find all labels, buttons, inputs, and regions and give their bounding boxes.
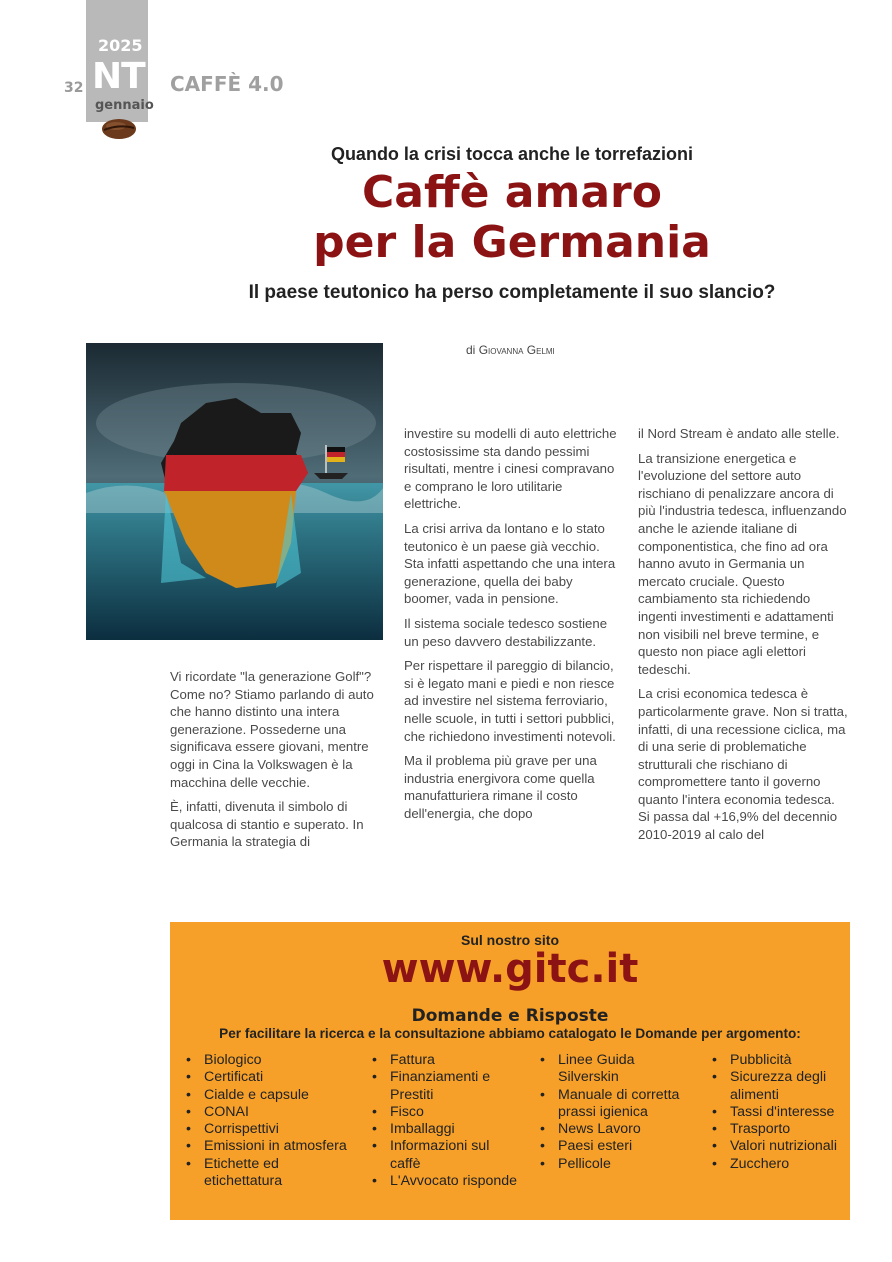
paragraph: Per rispettare il pareggio di bilancio, si è legato mani e piedi e non riesce ad investire nel sistema ferroviario, nelle scuole, in tutti i settori pubblici, che richiedono investimenti notevoli.: [404, 658, 616, 744]
topic-list-3: [538, 1052, 688, 1173]
topic-item[interactable]: • Informazioni sul caffè: [370, 1138, 520, 1173]
article-column-1: [170, 668, 382, 851]
author-name: Giovanna Gelmi: [478, 343, 555, 357]
topic-item[interactable]: • Sicurezza degli alimenti: [710, 1069, 840, 1104]
issue-month: gennaio: [95, 98, 154, 113]
topic-item[interactable]: • L'Avvocato risponde: [370, 1173, 520, 1190]
title-line-2: per la Germania: [313, 217, 711, 268]
promo-description: Per facilitare la ricerca e la consultazione abbiamo catalogato le Domande per argomento:: [219, 1026, 801, 1041]
topic-list-4: [710, 1052, 840, 1173]
topic-item[interactable]: • Trasporto: [710, 1121, 840, 1138]
topic-item[interactable]: • CONAI: [184, 1104, 354, 1121]
paragraph: Si passa dal +16,9% del decennio 2010-2019 al calo del: [638, 809, 838, 843]
topic-list-2: [370, 1052, 520, 1190]
website-link[interactable]: www.gitc.it: [381, 946, 639, 992]
topic-item[interactable]: • Fattura: [370, 1052, 520, 1069]
topic-item[interactable]: • Zucchero: [710, 1156, 840, 1173]
paragraph: Il sistema sociale tedesco sostiene un peso davvero destabilizzante.: [404, 615, 608, 649]
topic-list-1: [184, 1052, 354, 1190]
topic-item[interactable]: • Pellicole: [538, 1156, 688, 1173]
topic-item[interactable]: • Linee Guida Silverskin: [538, 1052, 688, 1087]
topic-item[interactable]: • Manuale di corretta prassi igienica: [538, 1087, 688, 1122]
article-title: [0, 168, 892, 268]
article-kicker: Quando la crisi tocca anche le torrefazioni: [330, 144, 694, 164]
article-column-2: [404, 425, 618, 822]
promo-intro: Sul nostro sito: [461, 932, 559, 948]
paragraph: È, infatti, divenuta il simbolo di qualcosa di stantio e superato. In Germania la strategia di: [170, 799, 364, 850]
website-promo-box: [170, 922, 850, 1220]
paragraph: investire su modelli di auto elettriche costosissime sta dando pessimi risultati, mentre i cinesi compravano e comprano le loro utilitarie elettriche.: [404, 426, 617, 512]
coffee-bean-icon: [100, 116, 138, 142]
topic-item[interactable]: • News Lavoro: [538, 1121, 688, 1138]
paragraph: La transizione energetica e l'evoluzione del settore auto rischiano di penalizzare ancora di più l'industria tedesca, influenzando anche le aziende italiane di componentistica, che fino ad ora hanno avuto in Germania un mercato cruciale. Questo cambiamento sta richiedendo ingenti investimenti e adattamenti non visibili nel breve termine, e questo non piace agli elettori tedeschi.: [638, 450, 847, 677]
topic-item[interactable]: • Cialde e capsule: [184, 1087, 354, 1104]
topic-item[interactable]: • Paesi esteri: [538, 1138, 688, 1155]
article-subtitle: Il paese teutonico ha perso completamente il suo slancio?: [248, 282, 776, 303]
section-title: CAFFÈ 4.0: [170, 72, 284, 96]
topic-item[interactable]: • Corrispettivi: [184, 1121, 354, 1138]
topic-item[interactable]: • Etichette ed etichettatura: [184, 1156, 354, 1191]
topic-item[interactable]: • Imballaggi: [370, 1121, 520, 1138]
article-column-3: [638, 425, 852, 844]
paragraph: il Nord Stream è andato alle stelle.: [638, 426, 840, 441]
page-number: 32: [64, 80, 84, 96]
paragraph: Ma il problema più grave per una industria energivora come quella manufatturiera rimane il costo dell'energia, che dopo: [404, 753, 597, 821]
germany-map-flooded-illustration: [86, 343, 383, 640]
issue-year: 2025: [98, 36, 143, 55]
topic-item[interactable]: • Pubblicità: [710, 1052, 840, 1069]
paragraph: Vi ricordate "la generazione Golf"? Come no? Stiamo parlando di auto che hanno distinto una intera generazione. Possederne una significava essere giovani, mentre oggi in Cina la Volkswagen è la macchina delle vecchie.: [170, 669, 374, 790]
paragraph: La crisi arriva da lontano e lo stato teutonico è un paese già vecchio. Sta infatti aspettando che una intera generazione, quella dei baby boomer, vada in pensione.: [404, 520, 616, 607]
topic-item[interactable]: • Emissioni in atmosfera: [184, 1138, 354, 1155]
byline-prefix: di: [466, 343, 476, 357]
byline: [466, 343, 555, 357]
topic-item[interactable]: • Valori nutrizionali: [710, 1138, 840, 1155]
topic-item[interactable]: • Certificati: [184, 1069, 354, 1086]
paragraph: La crisi economica tedesca è particolarmente grave. Non si tratta, infatti, di una recessione ciclica, ma di una serie di problematiche strutturali che rischiano di compromettere tanto il governo quanto l'intera economia tedesca.: [638, 686, 848, 807]
topic-item[interactable]: • Biologico: [184, 1052, 354, 1069]
magazine-logo: NT: [92, 56, 145, 97]
topic-item[interactable]: • Tassi d'interesse: [710, 1104, 840, 1121]
topic-item[interactable]: • Fisco: [370, 1104, 520, 1121]
promo-heading: Domande e Risposte: [411, 1006, 609, 1026]
title-line-1: Caffè amaro: [362, 167, 662, 218]
topic-item[interactable]: • Finanziamenti e Prestiti: [370, 1069, 520, 1104]
